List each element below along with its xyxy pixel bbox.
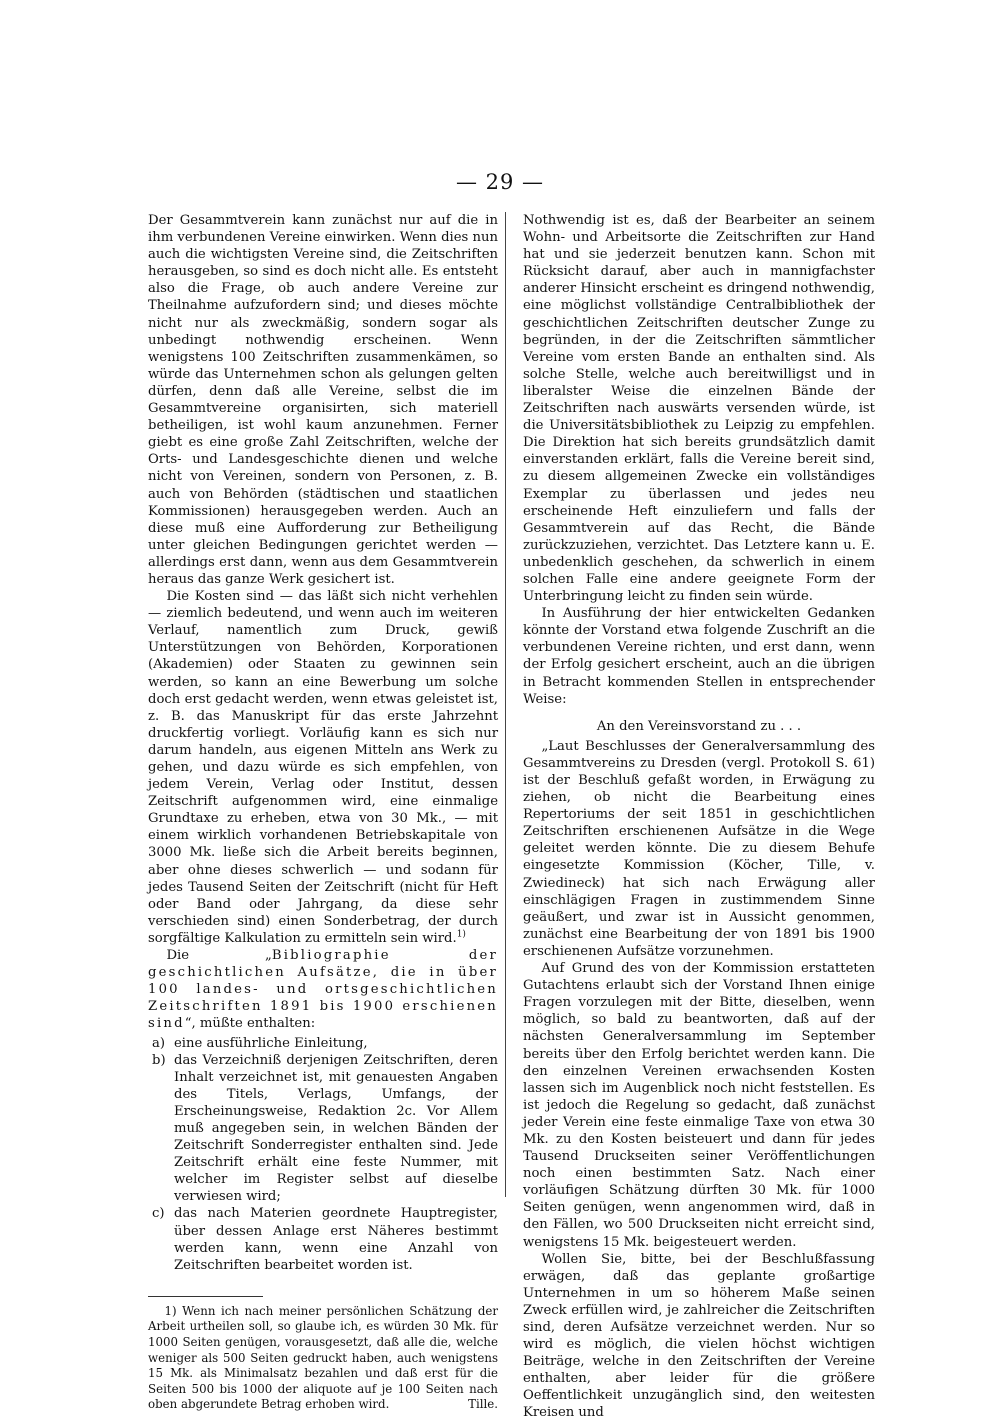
letter-address: An den Vereinsvorstand zu . . . bbox=[596, 718, 802, 734]
list-item bbox=[152, 1035, 498, 1052]
footnote bbox=[148, 1304, 498, 1413]
left-column bbox=[148, 212, 498, 1413]
page-number: — 29 — bbox=[455, 170, 545, 194]
list-item bbox=[152, 1205, 498, 1273]
footnote-separator bbox=[148, 1296, 263, 1297]
footnote-ref: 1) bbox=[456, 929, 466, 940]
paragraph-bearbeiter: Nothwendig ist es, daß der Bearbeiter an seinem Wohn- und Arbeitsorte die Zeitschriften zur Hand hat und sie jederzeit benutzen kann. Schon mit Rücksicht darauf, aber auch in mannigfachster anderer Hinsicht erscheint es dringend nothwendig, eine möglichst vollständige Centralbibliothek der geschichtlichen Zeitschriften deutscher Zunge zu begründen, in der die Zeitschriften sämmtlicher Vereine vom ersten Bande an enthalten sind. Als solche Stelle, welche auch bereitwilligst und in liberalster Weise die einzelnen Bände der Zeitschriften nach auswärts versenden würde, ist die Universitätsbibliothek zu Leipzig zu empfehlen. Die Direktion hat sich bereits grundsätzlich damit einverstanden erklärt, falls die Vereine bereit sind, zu diesem allgemeinen Zwecke ein vollständiges Exemplar zu überlassen und jedes neu erscheinende Heft einzuliefern und falls der Gesammtverein auf das Recht, die Bände zurückzuziehen, verzichtet. Das Letztere kann u. E. unbedenklich geschehen, da schwerlich in einem solchen Falle eine andere geeignete Form der Unterbringung leicht zu finden sein würde. bbox=[523, 213, 875, 605]
list-marker: a) bbox=[152, 1035, 166, 1051]
right-column bbox=[523, 212, 875, 1422]
list-item bbox=[152, 1052, 498, 1206]
paragraph-beschlussfassung: Wollen Sie, bitte, bei der Beschlußfassung erwägen, daß das geplante großartige Unternehmen in um so höherem Maße seinen Zweck erfüllen wird, je zahlreicher die Zeitschriften sind, deren Aufsätze verzeichnet werden. Nur so wird es möglich, die vielen höchst wichtigen Beiträge, welche in den Zeitschriften der Vereine enthalten, aber leider für die größere Oeffentlichkeit unzugänglich sind, den weitesten Kreisen und bbox=[523, 1251, 875, 1421]
footnote-signature: Tille. bbox=[468, 1397, 498, 1412]
paragraph-gesammtverein: Der Gesammtverein kann zunächst nur auf die in ihm verbundenen Vereine einwirken. Wenn dies nun auch die wichtigsten Vereine sind, die Zeitschriften herausgeben, so sind es doch nicht alle. Es entsteht also die Frage, ob auch andere Vereine zur Theilnahme aufzufordern sind; und dieses möchte nicht nur als zweckmäßig, sondern sogar als unbedingt nothwendig erscheinen. Wenn wenigstens 100 Zeitschriften zusammenkämen, so würde das Unternehmen schon als gelungen gelten dürfen, denn daß alle Vereine, selbst die im Gesammtvereine organisirten, sich materiell betheiligen, ist wohl kaum anzunehmen. Ferner giebt es eine große Zahl Zeitschriften, welche der Orts- und Landesgeschichte dienen und welche nicht von Vereinen, sondern von Personen, z. B. auch von Behörden (städtischen und staatlichen Kommissionen) herausgegeben werden. Auch an diese muß eine Aufforderung zur Betheiligung unter gleichen Bedingungen gerichtet werden — allerdings erst dann, wenn aus dem Gesammtverein heraus das ganze Werk gesichert ist. bbox=[148, 213, 498, 587]
list-item-text: das Verzeichniß derjenigen Zeitschriften, deren Inhalt verzeichnet ist, mit genauesten Angaben des Titels, Verlags, Umfangs, der Erscheinungsweise, Redaktion 2c. Vor Allem muß angegeben sein, in welchen Bänden der Zeitschrift Sonderregister enthalten sind. Jede Zeitschrift erhält eine feste Nummer, mit welcher im Register selbst auf dieselbe verwiesen wird; bbox=[174, 1052, 498, 1205]
bibliography-title: Bibliographie der geschichtlichen Aufsätze, die in über 100 landes- und ortsgeschichtlichen Zeitschriften 1891 bis 1900 erschienen sind bbox=[148, 948, 498, 1032]
column-divider bbox=[505, 212, 506, 1197]
list-item-text: eine ausführliche Einleitung, bbox=[174, 1035, 368, 1051]
list-item-text: das nach Materien geordnete Hauptregister, über dessen Anlage erst Näheres bestimmt werden kann, wenn eine Anzahl von Zeitschriften bearbeitet worden ist. bbox=[174, 1206, 498, 1273]
paragraph-beschluss: „Laut Beschlusses der Generalversammlung des Gesammtvereins zu Dresden (vergl. Protokoll S. 61) ist der Beschluß gefaßt worden, in Erwägung zu ziehen, ob nicht die Bearbeitung eines Repertoriums der seit 1851 in geschichtlichen Zeitschriften erschienenen Aufsätze in die Wege geleitet werden könnte. Die zu diesem Behufe eingesetzte Kommission (Köcher, Tille, v. Zwiedineck) hat sich nach Erwägung aller einschlägigen Fragen in zustimmendem Sinne geäußert, und zwar ist in Aussicht genommen, zunächst eine Bearbeitung der von 1891 bis 1900 erschienenen Aufsätze vorzunehmen. bbox=[523, 738, 875, 959]
paragraph-gutachten: Auf Grund des von der Kommission erstatteten Gutachtens erlaubt sich der Vorstand Ihnen einige Fragen vorzulegen mit der Bitte, dieselben, wenn möglich, so bald zu beantworten, daß auf der nächsten Generalversammlung im September bereits über den Erfolg berichtet werden kann. Die den einzelnen Vereinen erwachsenden Kosten lassen sich im Augenblick noch nicht feststellen. Es ist jedoch die Regelung so gedacht, daß zunächst jeder Verein eine feste einmalige Taxe von etwa 30 Mk. zu den Kosten beisteuert und dann für jedes Tausend Druckseiten seiner Veröffentlichungen noch einen bestimmten Satz. Nach einer vorläufigen Schätzung dürften 30 Mk. für 1000 Seiten genügen, wenn angenommen wird, daß in den Fällen, wo 500 Druckseiten nicht erreicht sind, wenigstens 15 Mk. beigesteuert werden. bbox=[523, 961, 875, 1250]
footnote-text: 1) Wenn ich nach meiner persönlichen Schätzung der Arbeit urtheilen soll, so glaube ich, es würden 30 Mk. für 1000 Seiten genügen, vorausgesetzt, daß alle die, welche weniger als 500 Seiten gedruckt haben, auch wenigstens 15 Mk. als Minimalsatz bezahlen und daß erst für die Seiten 500 bis 1000 der aliquote auf je 100 Seiten nach oben abgerundete Betrag erhoben wird. bbox=[148, 1303, 498, 1412]
quote-open: Die „ bbox=[166, 948, 272, 964]
list-marker: c) bbox=[152, 1206, 165, 1222]
contents-list bbox=[148, 1035, 498, 1274]
paragraph-bibliographie bbox=[148, 947, 498, 1032]
quote-close: “, müßte enthalten: bbox=[184, 1016, 316, 1032]
paragraph-kosten bbox=[148, 588, 498, 947]
paragraph-kosten-text: Die Kosten sind — das läßt sich nicht verhehlen — ziemlich bedeutend, und wenn auch im weiteren Verlauf, namentlich zum Druck, gewiß Unterstützungen von Behörden, Korporationen (Akademien) oder Staaten zu gewinnen sein werden, so kann an eine Bewerbung um solche doch erst gedacht werden, wenn etwas geleistet ist, z. B. das Manuskript für das erste Jahrzehnt druckfertig vorliegt. Vorläufig kann es sich nur darum handeln, aus eigenen Mitteln ans Werk zu gehen, und dazu würde es sich empfehlen, von jedem Verein, Verlag oder Institut, dessen Zeitschrift aufgenommen wird, eine einmalige Grundtaxe zu erheben, etwa von 30 Mk., — mit einem wirklich vorhandenen Betriebskapitale von 3000 Mk. ließe sich die Arbeit bereits beginnen, aber ohne dieses schwerlich — und sodann für jedes Tausend Seiten der Zeitschrift (nicht für Heft oder Band oder Jahrgang, da diese sehr verschieden sind) einen Sonderbetrag, der durch sorgfältige Kalkulation zu ermitteln sein wird. bbox=[148, 589, 498, 946]
paragraph-ausfuehrung: In Ausführung der hier entwickelten Gedanken könnte der Vorstand etwa folgende Zuschrift an die verbundenen Vereine richten, und erst dann, wenn der Erfolg gesichert erscheint, auch an die übrigen in Betracht kommenden Stellen in entsprechender Weise: bbox=[523, 606, 875, 707]
list-marker: b) bbox=[152, 1052, 166, 1068]
